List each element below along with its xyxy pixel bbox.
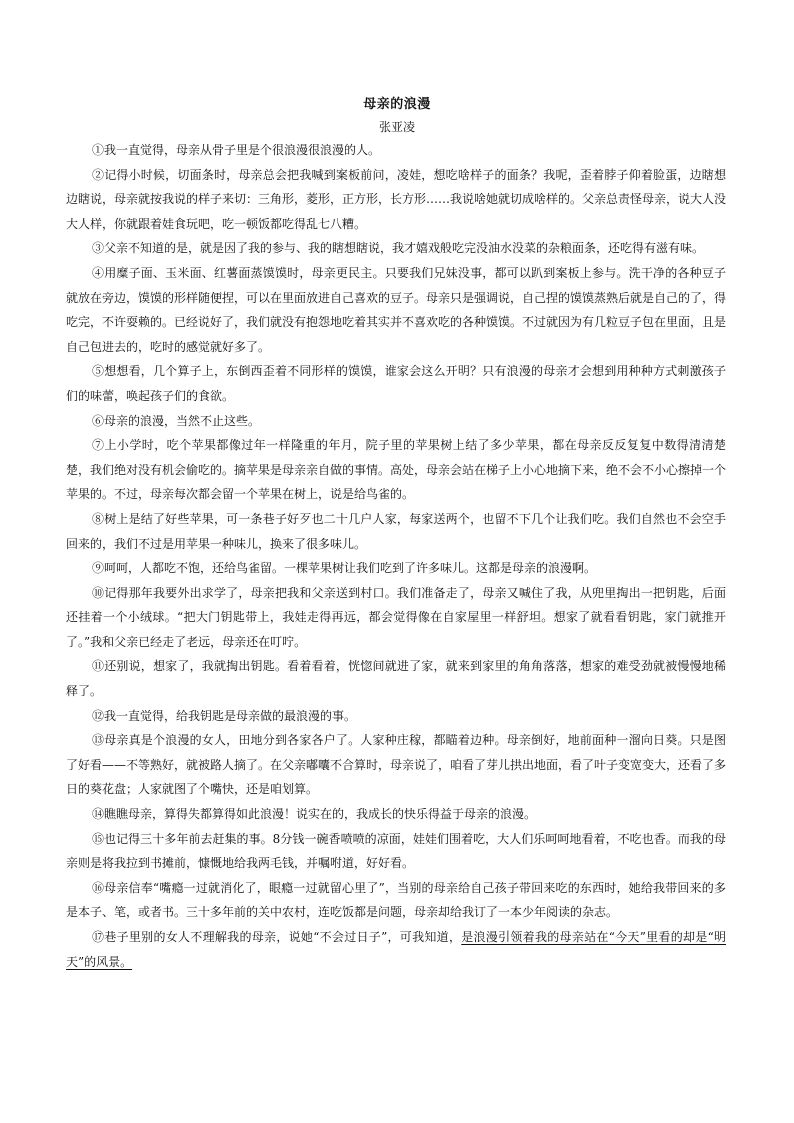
article-author: 张亚凌 [378, 120, 415, 134]
paragraph-9: ⑨呵呵，人都吃不饱，还给鸟雀留。一棵苹果树让我们吃到了许多味儿。这都是母亲的浪漫啊。 [92, 561, 597, 576]
paragraph-16: ⑯母亲信奉“嘴瘾一过就消化了，眼瘾一过就留心里了”，当别的母亲给自己孩子带回来吃的东西时，她给我带回来的多是本子、笔，或者书。三十多年前的关中农村，连吃饭都是问题，母亲却给我订了一本少年阅读的杂志。 [66, 880, 726, 920]
paragraph-4: ④用糜子面、玉米面、红薯面蒸馍馍时，母亲更民主。只要我们兄妹没事，都可以趴到案板上参与。洗干净的各种豆子就放在旁边，馍馍的形样随便捏，可以在里面放进自己喜欢的豆子。母亲只是强调说，自己捏的馍馍蒸熟后就是自己的了，得吃完，不许耍赖的。已经说好了，我们就没有抱怨地吃着其实并不喜欢吃的各种馍馍。不过就因为有几粒豆子包在里面，且是自己包进去的，吃时的感觉就好多了。 [66, 265, 727, 354]
underlined-sentence: 是浪漫引领着我的母亲站在“今天”里看的却是“明天”的风景。 [66, 930, 726, 969]
paragraph-12: ⑫我一直觉得，给我钥匙是母亲做的最浪漫的事。 [92, 708, 357, 723]
paragraph-17-text: ⑰巷子里别的女人不理解我的母亲，说她“不会过日子”，可我知道， [92, 930, 462, 944]
paragraph-5: ⑤想想看，几个算子上，东倒西歪着不同形样的馍馍，谁家会这么开明？只有浪漫的母亲才会想到用种种方式刺激孩子们的味蕾，唤起孩子们的食欲。 [66, 364, 726, 403]
article-body [66, 138, 726, 974]
article-title: 母亲的浪漫 [363, 97, 431, 112]
paragraph-6: ⑥母亲的浪漫，当然不止这些。 [92, 413, 261, 428]
paragraph-14: ⑭瞧瞧母亲，算得失都算得如此浪漫！说实在的，我成长的快乐得益于母亲的浪漫。 [92, 807, 537, 822]
paragraph-1: ①我一直觉得，母亲从骨子里是个很浪漫很浪漫的人。 [92, 143, 381, 157]
paragraph-15: ⑮也记得三十多年前去赶集的事。8分钱一碗香喷喷的凉面，娃娃们围着吃，大人们乐呵呵地看着，不吃也香。而我的母亲则是将我拉到书摊前，慷慨地给我两毛钱，并嘱咐道，好好看。 [66, 831, 726, 871]
paragraph-17 [66, 925, 726, 974]
paragraph-7: ⑦上小学时，吃个苹果都像过年一样隆重的年月，院子里的苹果树上结了多少苹果，都在母亲反反复复中数得清清楚楚，我们绝对没有机会偷吃的。摘苹果是母亲亲自做的事情。高处，母亲会站在梯子上小心地摘下来，绝不会不小心擦掉一个苹果的。不过，母亲每次都会留一个苹果在树上，说是给鸟雀的。 [66, 438, 727, 502]
paragraph-11: ⑪还别说，想家了，我就掏出钥匙。看着看着，恍惚间就进了家，就来到家里的角角落落，想家的难受劲就被慢慢地稀释了。 [66, 659, 726, 699]
paragraph-13: ⑬母亲真是个浪漫的女人，田地分到各家各户了。人家种庄稼，都瞄着边种。母亲倒好，地前面种一溜向日葵。只是图了好看——不等熟好，就被路人摘了。在父亲嘟囔不合算时，母亲说了，咱看了芽儿拱出地面，看了叶子变宽变大，还看了多日的葵花盘；人家就图了个嘴快，还是咱划算。 [66, 733, 727, 797]
paragraph-10: ⑩记得那年我要外出求学了，母亲把我和父亲送到村口。我们准备走了，母亲又喊住了我，从兜里掏出一把钥匙，后面还挂着一个小绒球。“把大门钥匙带上，我娃走得再远，都会觉得像在自家屋里一样舒坦。想家了就看看钥匙，家门就推开了。”我和父亲已经走了老远，母亲还在叮咛。 [66, 585, 726, 649]
paragraph-2: ②记得小时候，切面条时，母亲总会把我喊到案板前问，凌娃，想吃啥样子的面条？我呢，歪着脖子仰着脸蛋，边瞎想边瞎说，母亲就按我说的样子来切：三角形，菱形，正方形，长方形……我说啥她就切成啥样的。父亲总责怪母亲，说大人没大人样，你就跟着娃食玩吧，吃一顿饭都吃得乱七八糟。 [66, 167, 727, 231]
paragraph-3: ③父亲不知道的是，就是因了我的参与、我的瞎想瞎说，我才嬉戏般吃完没油水没菜的杂粮面条，还吃得有滋有味。 [92, 241, 705, 256]
paragraph-8: ⑧树上是结了好些苹果，可一条巷子好歹也二十几户人家，每家送两个，也留不下几个让我们吃。我们自然也不会空手回来的，我们不过是用苹果一种味儿，换来了很多味儿。 [66, 511, 726, 551]
